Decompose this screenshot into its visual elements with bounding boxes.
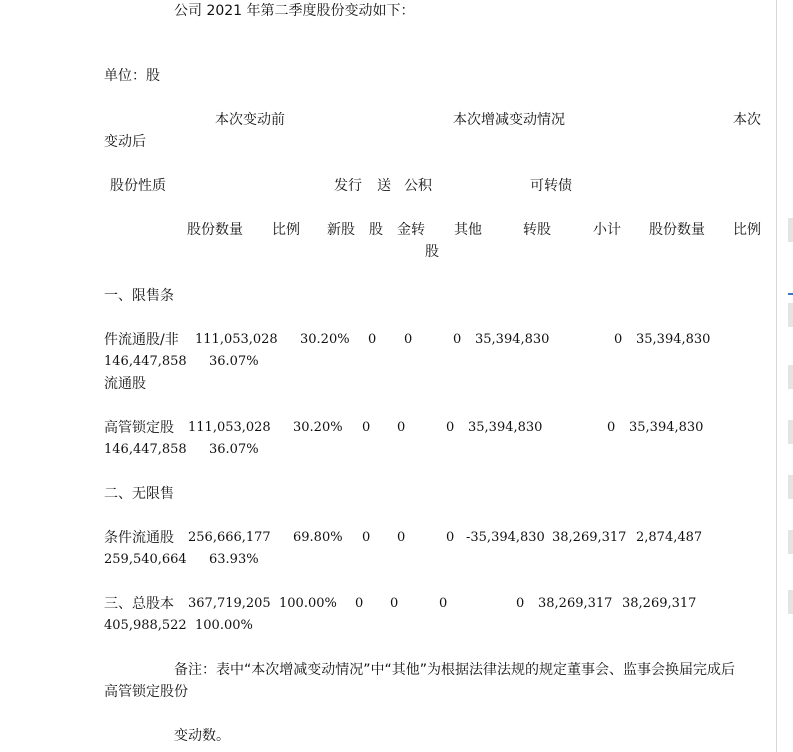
cell-new: 0 <box>368 332 377 347</box>
cell-bonus: 0 <box>404 332 413 347</box>
side-panel-marker <box>788 303 793 327</box>
cell-ratio: 69.80% <box>293 530 343 545</box>
cell-qty: 367,719,205 <box>188 596 271 611</box>
note-line-3: 变动数。 <box>174 728 230 744</box>
cell-other: 0 <box>516 596 525 611</box>
cell-convert: 0 <box>614 332 623 347</box>
header-bonus: 送 <box>377 178 391 194</box>
cell-qty: 256,666,177 <box>188 530 271 545</box>
header-new-share: 新股 <box>327 222 355 238</box>
side-panel-marker <box>788 590 793 614</box>
side-panel-marker <box>788 530 793 554</box>
cell-subtotal: 35,394,830 <box>629 420 704 435</box>
header-issue: 发行 <box>334 178 362 194</box>
row-label: 三、总股本 <box>104 596 174 612</box>
cell-reserve: 0 <box>453 332 462 347</box>
cell-subtotal: 2,874,487 <box>636 530 703 545</box>
header-convertible: 可转债 <box>530 178 572 194</box>
cell-after-qty: 259,540,664 <box>104 552 187 567</box>
cell-qty: 111,053,028 <box>195 332 278 347</box>
header-qty2: 股份数量 <box>649 222 705 238</box>
side-panel-marker <box>788 365 793 389</box>
cell-convert: 38,269,317 <box>538 596 613 611</box>
cell-other: 35,394,830 <box>475 332 550 347</box>
row-label: 件流通股/非 <box>104 332 179 348</box>
row-label: 条件流通股 <box>104 530 174 546</box>
row-label-cont: 流通股 <box>104 376 146 392</box>
header-ratio: 比例 <box>272 222 300 238</box>
cell-ratio: 30.20% <box>300 332 350 347</box>
cell-after-qty: 146,447,858 <box>104 442 187 457</box>
header-share-suffix: 股 <box>369 222 383 238</box>
header-ratio2: 比例 <box>733 222 761 238</box>
page-edge-divider <box>776 0 777 752</box>
cell-subtotal: 38,269,317 <box>622 596 697 611</box>
cell-after-ratio: 100.00% <box>195 618 253 633</box>
header-other: 其他 <box>454 222 482 238</box>
header-transfer-suffix: 股 <box>425 244 439 260</box>
intro-text: 公司 2021 年第二季度股份变动如下： <box>174 3 415 19</box>
header-transfer: 金转 <box>397 222 425 238</box>
cell-reserve: 0 <box>446 530 455 545</box>
cell-new: 0 <box>355 596 364 611</box>
unit-label: 单位：股 <box>104 68 160 84</box>
cell-convert: 38,269,317 <box>552 530 627 545</box>
cell-reserve: 0 <box>439 596 448 611</box>
header-share-nature: 股份性质 <box>110 178 166 194</box>
cell-after-ratio: 63.93% <box>209 552 259 567</box>
side-panel-marker <box>788 420 793 444</box>
header-convert: 转股 <box>523 222 551 238</box>
cell-bonus: 0 <box>397 530 406 545</box>
header-qty: 股份数量 <box>187 222 243 238</box>
row-label: 高管锁定股 <box>104 420 174 436</box>
header-after-part1: 本次 <box>733 112 761 128</box>
cell-subtotal: 35,394,830 <box>636 332 711 347</box>
side-panel-marker <box>788 475 793 499</box>
note-line-2: 高管锁定股份 <box>104 684 188 700</box>
cell-after-ratio: 36.07% <box>209 442 259 457</box>
cell-after-qty: 405,988,522 <box>104 618 187 633</box>
section-unrestricted: 二、无限售 <box>104 486 174 502</box>
note-line-1: 备注：表中“本次增减变动情况”中“其他”为根据法律法规的规定董事会、监事会换届完成后 <box>174 662 736 678</box>
cell-after-ratio: 36.07% <box>209 354 259 369</box>
section-restricted: 一、限售条 <box>104 288 174 304</box>
header-reserve: 公积 <box>404 178 432 194</box>
cell-qty: 111,053,028 <box>188 420 271 435</box>
cell-after-qty: 146,447,858 <box>104 354 187 369</box>
header-before: 本次变动前 <box>215 112 285 128</box>
cell-other: -35,394,830 <box>466 530 545 545</box>
cell-ratio: 30.20% <box>293 420 343 435</box>
cell-reserve: 0 <box>446 420 455 435</box>
header-after-part2: 变动后 <box>104 134 146 150</box>
cell-other: 35,394,830 <box>468 420 543 435</box>
side-panel-marker <box>788 218 793 242</box>
cell-new: 0 <box>362 420 371 435</box>
side-panel-tick <box>788 293 793 295</box>
cell-new: 0 <box>362 530 371 545</box>
cell-ratio: 100.00% <box>279 596 337 611</box>
cell-bonus: 0 <box>397 420 406 435</box>
cell-bonus: 0 <box>390 596 399 611</box>
cell-convert: 0 <box>607 420 616 435</box>
header-change: 本次增减变动情况 <box>453 112 565 128</box>
header-subtotal: 小计 <box>593 222 621 238</box>
